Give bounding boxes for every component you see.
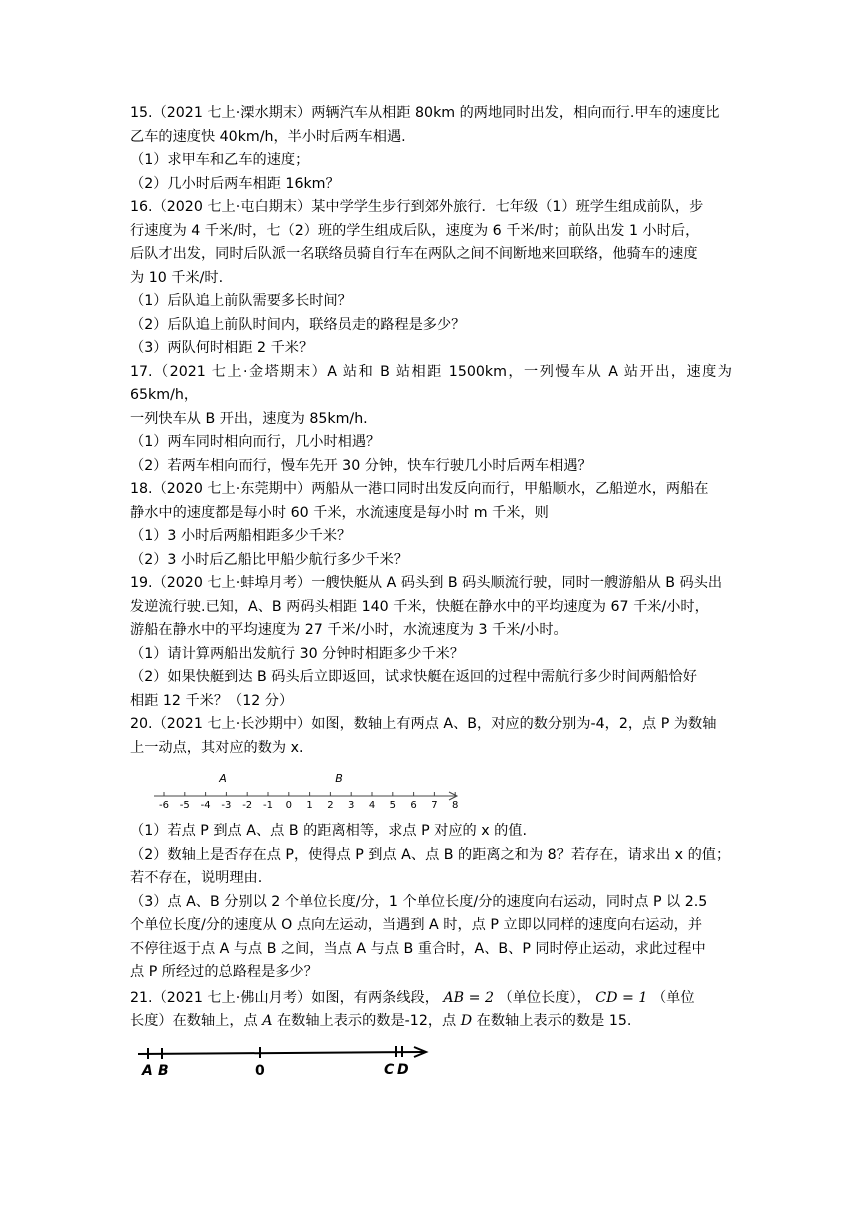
point-b-label: B [335, 772, 343, 785]
text-line: 17.（2021 七上·金塔期末）A 站和 B 站相距 1500km，一列慢车从 A 站开出，速度为 65km/h， [130, 363, 732, 403]
segment-number-line-svg [134, 1042, 434, 1082]
axis-tick-label: 6 [410, 800, 417, 810]
label-zero: 0 [255, 1062, 265, 1079]
text-line: 相距 12 千米？（12 分） [130, 692, 294, 709]
sub-question: （2）3 小时后乙船比甲船少航行多少千米？ [130, 551, 408, 568]
text-line: 为 10 千米/时. [130, 269, 224, 286]
sub-question: （2）数轴上是否存在点 P，使得点 P 到点 A、点 B 的距离之和为 8？若存在，请求出 x 的值； [130, 846, 731, 863]
axis-tick-label: 2 [327, 800, 334, 810]
label-b: B [158, 1062, 169, 1079]
worksheet [130, 102, 732, 1086]
text-segment: 在数轴上表示的数是-12，点 [276, 1013, 457, 1029]
text-line: 一列快车从 B 开出，速度为 85km/h. [130, 410, 368, 427]
math-ab: AB = 2 [443, 989, 495, 1006]
problem-18 [130, 478, 732, 572]
sub-question: （1）请计算两船出发航行 30 分钟时相距多少千米？ [130, 645, 465, 662]
problem-16 [130, 196, 732, 361]
number-line-svg [144, 766, 464, 810]
text-segment: （单位长度）， [498, 989, 591, 1006]
segment-figure [134, 1042, 732, 1086]
axis-tick-label: -4 [200, 800, 211, 810]
text-line [130, 987, 732, 1011]
sub-question: （3）两队何时相距 2 千米？ [130, 340, 314, 356]
text-line: 乙车的速度快 40km/h，半小时后两车相遇. [130, 128, 406, 145]
problem-20 [130, 713, 732, 985]
text-line: 上一动点，其对应的数为 x. [130, 739, 304, 756]
text-line: 18.（2020 七上·东莞期中）两船从一港口同时出发反向而行，甲船顺水，乙船逆水，两船在 [130, 481, 709, 497]
text-line: 16.（2020 七上·屯白期末）某中学学生步行到郊外旅行．七年级（1）班学生组成前队，步 [130, 199, 704, 215]
axis-tick-label: 4 [368, 800, 376, 810]
axis-tick-label: -3 [221, 800, 232, 810]
axis-tick-label: -1 [263, 800, 273, 810]
sub-question: （1）3 小时后两船相距多少千米？ [130, 528, 352, 544]
sub-question: （3）点 A、B 分别以 2 个单位长度/分，1 个单位长度/分的速度向右运动，同时点 P 以 2.5 [130, 893, 708, 910]
text-line: 点 P 所经过的总路程是多少？ [130, 964, 318, 980]
text-line: 若不存在，说明理由. [130, 870, 263, 886]
label-c: C [384, 1061, 395, 1078]
axis-tick-label: 3 [348, 800, 355, 810]
sub-question: （1）若点 P 到点 A、点 B 的距离相等，求点 P 对应的 x 的值. [130, 823, 528, 839]
axis-tick-label: -6 [159, 800, 169, 810]
problem-21 [130, 987, 732, 1086]
text-segment: 在数轴上表示的数是 15. [476, 1013, 632, 1029]
text-line: 行速度为 4 千米/时，七（2）班的学生组成后队，速度为 6 千米/时；前队出发 1 小时后， [130, 222, 700, 239]
axis-tick-label: 5 [389, 800, 396, 810]
sub-question: （1）后队追上前队需要多长时间？ [130, 293, 352, 309]
number-line-figure [144, 766, 732, 814]
sub-question: （2）若两车相向而行，慢车先开 30 分钟，快车行驶几小时后两车相遇？ [130, 457, 592, 474]
sub-question: （2）几小时后两车相距 16km？ [130, 175, 340, 192]
axis-line [138, 1052, 424, 1054]
text-line: 发逆流行驶.已知，A、B 两码头相距 140 千米，快艇在静水中的平均速度为 67 千米/小时， [130, 598, 709, 615]
axis-tick-label: -2 [242, 800, 253, 810]
math-cd: CD = 1 [595, 989, 648, 1006]
text-segment: 长度）在数轴上，点 [130, 1013, 258, 1029]
text-line: 不停往返于点 A 与点 B 之间，当点 A 与点 B 重合时，A、B、P 同时停止运动，求此过程中 [130, 940, 706, 957]
text-segment: （单位 [651, 989, 695, 1006]
text-line: 个单位长度/分的速度从 O 点向左运动，当遇到 A 时，点 P 立即以同样的速度向右运动，并 [130, 917, 703, 933]
problem-15 [130, 102, 732, 196]
problem-19 [130, 572, 732, 713]
math-a: A [262, 1013, 273, 1029]
text-line [130, 1010, 732, 1034]
axis-tick-label: 0 [285, 800, 292, 810]
text-line: 15.（2021 七上·溧水期末）两辆汽车从相距 80km 的两地同时出发，相向而行.甲车的速度比 [130, 105, 720, 121]
text-line: 19.（2020 七上·蚌埠月考）一艘快艇从 A 码头到 B 码头顺流行驶，同时一艘游船从 B 码头出 [130, 575, 723, 591]
text-segment: 21.（2021 七上·佛山月考）如图，有两条线段， [130, 989, 439, 1006]
axis-tick-label: 7 [431, 800, 438, 810]
sub-question: （1）两车同时相向而行，几小时相遇？ [130, 434, 381, 450]
text-line: 游船在静水中的平均速度为 27 千米/小时，水流速度为 3 千米/小时。 [130, 622, 568, 638]
text-line: 20.（2021 七上·长沙期中）如图，数轴上有两点 A、B，对应的数分别为-4，2，点 P 为数轴 [130, 716, 717, 732]
axis-tick-label: -5 [179, 800, 190, 810]
text-line: 后队才出发，同时后队派一名联络员骑自行车在两队之间不间断地来回联络，他骑车的速度 [130, 246, 698, 262]
axis-tick-label: 8 [452, 800, 459, 810]
axis-tick-label: 1 [306, 800, 313, 810]
problem-17 [130, 361, 732, 479]
text-line: 静水中的速度都是每小时 60 千米，水流速度是每小时 m 千米，则 [130, 504, 549, 521]
label-d: D [397, 1061, 409, 1078]
sub-question: （2）后队追上前队时间内，联络员走的路程是多少？ [130, 316, 466, 333]
sub-question: （2）如果快艇到达 B 码头后立即返回，试求快艇在返回的过程中需航行多少时间两船恰好 [130, 669, 697, 685]
sub-question: （1）求甲车和乙车的速度； [130, 152, 310, 168]
math-d: D [460, 1013, 473, 1029]
label-a: A [142, 1062, 153, 1079]
point-a-label: A [219, 772, 227, 785]
